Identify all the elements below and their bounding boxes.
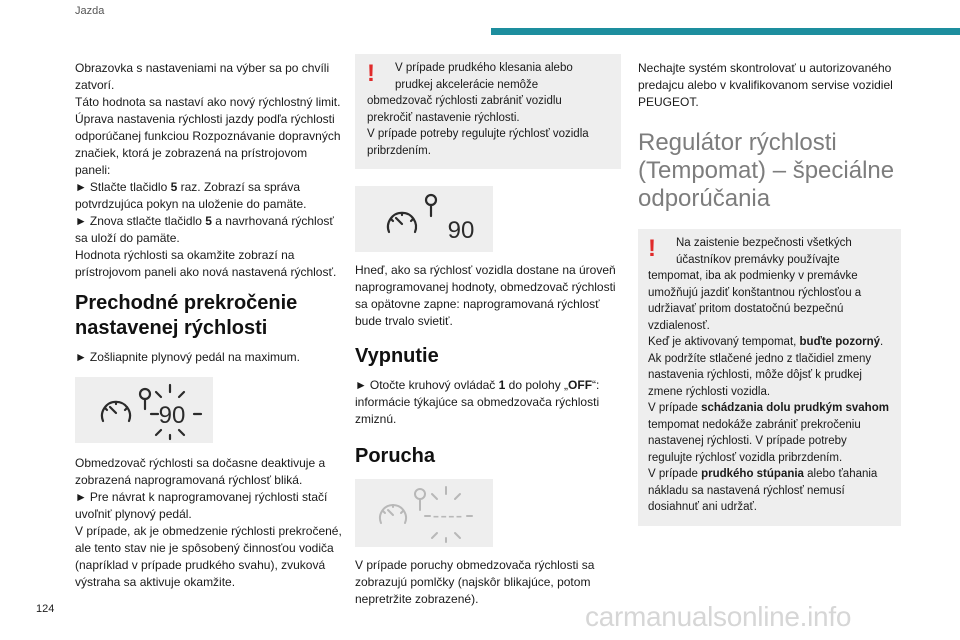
step-item: ► Pre návrat k naprogramovanej rýchlosti stačí uvoľniť plynový pedál.: [75, 490, 328, 521]
header-rule: [491, 28, 960, 35]
section-heading: Porucha: [355, 445, 436, 467]
paragraph: Hodnota rýchlosti sa okamžite zobrazí na prístrojovom paneli ako nová nastavená rýchlosť.: [75, 248, 337, 279]
warning-icon: !: [367, 60, 375, 87]
warning-text: Na zaistenie bezpečnosti všetkých účastníkov premávky používajte: [676, 237, 852, 266]
warning-text: V prípade schádzania dolu prudkým svahom tempomat nedokáže zabrániť prekročeniu nastavenej rýchlosti. V prípade potreby regulujte rýchlosť vozidla pribrzdením.: [648, 402, 889, 464]
warning-box: [638, 229, 901, 526]
speedometer-fault-icon: [355, 479, 493, 547]
warning-text: Keď je aktivovaný tempomat, buďte pozorný.: [648, 336, 884, 348]
section-heading: Prechodné prekročenie nastavenej rýchlosti: [75, 292, 298, 339]
warning-text: V prípade potreby regulujte rýchlosť vozidla pribrzdením.: [367, 128, 589, 157]
paragraph: Nechajte systém skontrolovať u autorizovaného predajcu alebo v kvalifikovanom servise vozidiel PEUGEOT.: [638, 61, 893, 109]
warning-text: Ak podržíte stlačené jedno z tlačidiel zmeny nastavenia rýchlosti, môže dôjsť k prudkej zmene rýchlosti vozidla.: [648, 352, 872, 398]
arrow-icon: ►: [75, 350, 87, 364]
warning-text: V prípade prudkého klesania alebo prudkej akcelerácie nemôže: [395, 62, 573, 91]
arrow-icon: ►: [355, 378, 367, 392]
page-number: 124: [36, 603, 55, 615]
step-item: ► Zošliapnite plynový pedál na maximum.: [75, 350, 300, 364]
warning-box: [355, 54, 621, 169]
step-item: ► Znova stlačte tlačidlo 5 a navrhovaná rýchlosť sa uloží do pamäte.: [75, 214, 334, 245]
arrow-icon: ►: [75, 180, 87, 194]
paragraph: Hneď, ako sa rýchlosť vozidla dostane na úroveň naprogramovanej hodnoty, obmedzovač rýchlosti sa opätovne zapne: naprogramovaná rýchlosť bude trvalo svietiť.: [355, 263, 616, 328]
speedometer-flashing-icon: [75, 377, 213, 443]
warning-text: V prípade prudkého stúpania alebo ťahania nákladu sa nastavená rýchlosť nemusí dosiahnuť ani udržať.: [648, 468, 878, 513]
step-item: ► Otočte kruhový ovládač 1 do polohy „OFF“: informácie týkajúce sa obmedzovača rýchlosti zmiznú.: [355, 378, 600, 426]
arrow-icon: ►: [75, 214, 87, 228]
speed-limiter-flashing-figure: [75, 377, 213, 443]
watermark: carmanualsonline.info: [585, 601, 852, 632]
column-left: [75, 60, 345, 591]
paragraph: Táto hodnota sa nastaví ako nový rýchlostný limit.: [75, 95, 341, 109]
paragraph: Obrazovka s nastaveniami na výber sa po chvíli zatvorí.: [75, 61, 330, 92]
warning-text: tempomat, iba ak podmienky v premávke umožňujú jazdiť konštantnou rýchlosťou a udržiavať pritom dostatočnú bezpečnú vzdialenosť.: [648, 270, 862, 332]
speed-value: 90: [447, 217, 475, 244]
step-item: ► Stlačte tlačidlo 5 raz. Zobrazí sa správa potvrdzujúca pokyn na uloženie do pamäte.: [75, 180, 307, 211]
paragraph: V prípade poruchy obmedzovača rýchlosti sa zobrazujú pomlčky (najskôr blikajúce, potom nepretržite zobrazené).: [355, 558, 595, 606]
paragraph: Úprava nastavenia rýchlosti jazdy podľa rýchlosti odporúčanej funkciou Rozpoznávanie dopravných značiek, ktorá je zobrazená na prístrojovom paneli:: [75, 112, 341, 177]
section-heading: Vypnutie: [355, 345, 439, 367]
speed-value: 90: [158, 402, 186, 429]
section-heading: Regulátor rýchlosti (Tempomat) – špeciálne odporúčania: [638, 129, 895, 212]
paragraph: Obmedzovač rýchlosti sa dočasne deaktivuje a zobrazená naprogramovaná rýchlosť bliká.: [75, 456, 326, 487]
speed-limiter-steady-figure: [355, 186, 493, 252]
warning-text: obmedzovač rýchlosti zabrániť vozidlu prekročiť nastavenie rýchlosti.: [367, 95, 562, 124]
arrow-icon: ►: [75, 490, 87, 504]
fault-dashes: ----: [432, 505, 464, 527]
column-middle: [355, 54, 621, 608]
warning-icon: !: [648, 235, 656, 262]
paragraph: V prípade, ak je obmedzenie rýchlosti prekročené, ale tento stav nie je spôsobený činnosťou vodiča (napríklad v prípade prudkého svahu), zvuková výstraha sa aktivuje okamžite.: [75, 524, 342, 589]
speedometer-icon: [355, 186, 493, 252]
section-tab: Jazda: [75, 5, 105, 17]
speed-limiter-fault-figure: [355, 479, 493, 547]
column-right: [638, 60, 904, 526]
